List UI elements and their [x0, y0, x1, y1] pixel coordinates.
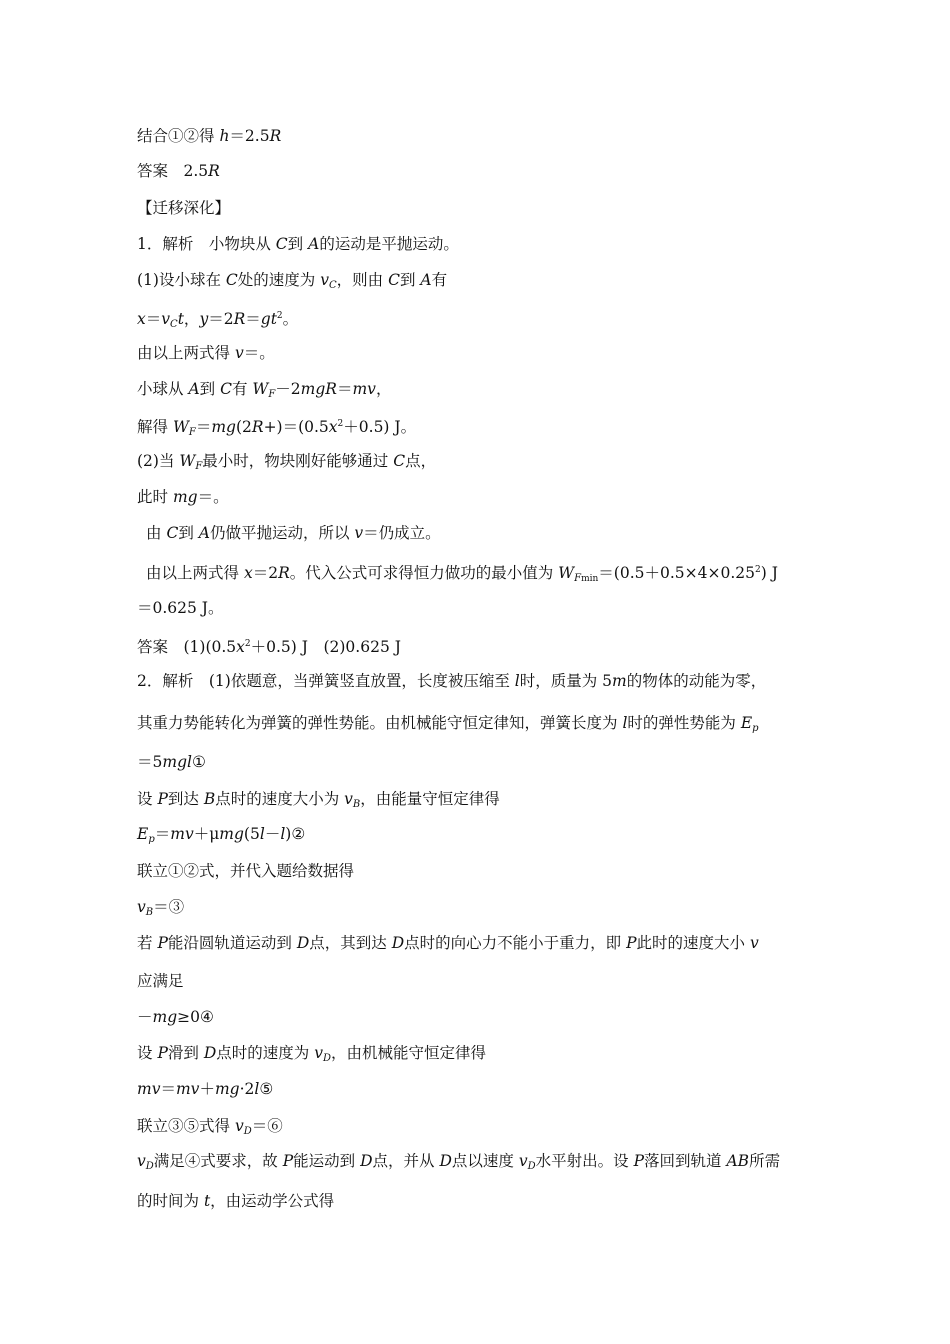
subscript: min: [581, 574, 599, 584]
var: mg: [211, 418, 236, 436]
var: AB: [726, 1152, 750, 1170]
text: 时，质量为 5: [519, 672, 613, 690]
text: 能沿圆轨道运动到: [167, 934, 297, 952]
text: (5: [243, 825, 260, 843]
text: ，: [375, 380, 392, 398]
text: 满足④式要求，故: [153, 1152, 283, 1170]
text-line-7: [137, 342, 827, 364]
subscript: F: [188, 427, 196, 438]
var: v: [137, 898, 146, 916]
var: A: [198, 524, 210, 542]
text: ①: [191, 753, 206, 771]
formula-line-25: [137, 1006, 827, 1028]
text-line-16: [137, 670, 827, 692]
text: 1．解析 小物块从: [137, 235, 276, 253]
var: C: [275, 235, 288, 253]
text: 解得: [137, 418, 173, 436]
text: 此时的速度大小: [636, 934, 750, 952]
var: R: [208, 162, 220, 180]
text: ＝: [336, 380, 353, 398]
text: 点，: [405, 452, 437, 470]
var: v: [344, 790, 353, 808]
text: 处的速度为: [237, 271, 321, 289]
subscript: F: [574, 573, 582, 584]
var: v: [749, 934, 759, 952]
text-line-30: [137, 1190, 827, 1212]
subscript: D: [145, 1161, 154, 1172]
text: ) J: [760, 564, 778, 582]
text: ＝5: [137, 753, 163, 771]
text: ＝(0.5＋0.5×4×0.25: [598, 564, 755, 582]
var: l: [254, 1080, 260, 1098]
var: mg: [214, 1080, 240, 1098]
section-heading: [137, 197, 827, 219]
text-line-1: [137, 125, 827, 147]
var: B: [203, 790, 216, 808]
subscript: F: [195, 461, 203, 472]
var: mgl: [162, 753, 192, 771]
text: 点，其到达: [309, 934, 392, 952]
subscript: p: [752, 723, 759, 734]
text: ，则由: [336, 271, 389, 289]
text-line-23: [137, 932, 827, 954]
var: C: [166, 524, 179, 542]
var: m: [612, 672, 627, 690]
text: ，由运动学公式得: [210, 1192, 335, 1210]
var: mv: [170, 825, 194, 843]
text-line-5: [137, 269, 827, 297]
text: ＝。: [197, 488, 229, 506]
text: ＝: [160, 1080, 176, 1098]
subscript: D: [527, 1161, 536, 1172]
superscript: 2: [337, 419, 344, 429]
text: ＋0.5) J (2)0.625 J: [250, 638, 401, 656]
var: v: [354, 524, 364, 542]
var: R: [278, 564, 290, 582]
text: 有: [431, 271, 448, 289]
formula-line-22: [137, 896, 827, 924]
text: ＝0.625 J。: [137, 599, 224, 617]
var: P: [157, 934, 168, 952]
var: P: [157, 1044, 168, 1062]
var: v: [518, 1152, 528, 1170]
text: 此时: [137, 488, 173, 506]
text: 。代入公式可求得恒力做功的最小值为: [289, 564, 559, 582]
text: (1)设小球在: [137, 271, 226, 289]
var: R: [233, 310, 246, 328]
text: 由以上两式得: [146, 564, 244, 582]
var: x: [243, 564, 253, 582]
text-line-24: [137, 970, 827, 992]
text: 到: [399, 271, 421, 289]
text-line-19: [137, 788, 827, 816]
var: mv: [352, 380, 376, 398]
text: 点时的速度大小为: [215, 790, 345, 808]
var: v: [314, 1044, 323, 1062]
var: P: [626, 934, 637, 952]
var: t: [177, 310, 184, 328]
text: 联立①②式，并代入题给数据得: [137, 862, 355, 880]
var: v: [137, 1152, 146, 1170]
var: A: [188, 380, 200, 398]
text-line-11: [137, 486, 827, 508]
text: 答案 (1)(0.5: [137, 638, 237, 656]
text: (2: [235, 418, 252, 436]
var: W: [252, 380, 269, 398]
subscript: B: [352, 799, 361, 810]
var: t: [203, 1192, 211, 1210]
text: ＝2.5: [229, 127, 270, 145]
text: 仍做平抛运动，所以: [209, 524, 355, 542]
text-line-4: [137, 233, 827, 255]
text-line-17: [137, 712, 827, 740]
text: 。: [282, 310, 299, 328]
var: R: [251, 418, 264, 436]
text: ＋0.5) J。: [343, 418, 417, 436]
text-line-14: [137, 597, 827, 619]
var: W: [179, 452, 196, 470]
text: ＋μ: [193, 825, 220, 843]
var: l: [622, 714, 628, 732]
text: (2)当: [137, 452, 180, 470]
superscript: 2: [244, 639, 251, 649]
text: 到: [178, 524, 199, 542]
text: 水平射出。设: [535, 1152, 634, 1170]
text: ⑤: [259, 1080, 274, 1098]
var: gt: [260, 310, 277, 328]
var: A: [420, 271, 432, 289]
text: 到: [199, 380, 221, 398]
text: 滑到: [167, 1044, 204, 1062]
var: P: [633, 1152, 645, 1170]
var: mv: [175, 1080, 200, 1098]
text: ＝③: [153, 898, 185, 916]
text: ＝2: [252, 564, 279, 582]
text: 时的弹性势能为: [627, 714, 741, 732]
var: E: [740, 714, 753, 732]
text-line-12: [146, 522, 836, 544]
subscript: F: [268, 389, 276, 400]
text: 联立③⑤式得: [137, 1117, 235, 1135]
text: ＝2: [208, 310, 234, 328]
text: ＝: [154, 825, 171, 843]
var: v: [161, 310, 171, 328]
text: 点以速度: [451, 1152, 519, 1170]
text: 能运动到: [293, 1152, 361, 1170]
text-line-10: [137, 450, 827, 478]
text: ＋: [199, 1080, 215, 1098]
var: R: [269, 127, 282, 145]
subscript: C: [170, 319, 178, 330]
var: y: [199, 310, 209, 328]
var: D: [391, 934, 405, 952]
var: C: [225, 271, 238, 289]
text: ，: [183, 310, 200, 328]
text: 的物体的动能为零，: [626, 672, 767, 690]
var: h: [219, 127, 230, 145]
var: l: [259, 825, 265, 843]
formula-line-27: [137, 1078, 827, 1100]
text-line-28: [137, 1115, 827, 1143]
formula-line-20: [137, 823, 827, 851]
text: 落回到轨道: [644, 1152, 727, 1170]
text-line-29: [137, 1150, 827, 1178]
var: D: [296, 934, 310, 952]
superscript: 2: [754, 565, 761, 575]
text: 2．解析 (1)依题意，当弹簧竖直放置，长度被压缩至: [137, 672, 515, 690]
var: C: [388, 271, 400, 289]
var: W: [558, 564, 575, 582]
subscript: C: [328, 280, 337, 291]
text: ＝: [245, 310, 261, 328]
var: D: [360, 1152, 373, 1170]
var: P: [282, 1152, 294, 1170]
var: mg: [152, 1008, 178, 1026]
text: 其重力势能转化为弹簧的弹性势能。由机械能守恒定律知，弹簧长度为: [137, 714, 623, 732]
var: P: [157, 790, 168, 808]
text: ，由机械能守恒定律得: [330, 1044, 486, 1062]
answer-line-1: [137, 160, 827, 182]
text: 应满足: [137, 972, 184, 990]
text-line-26: [137, 1042, 827, 1070]
text-line-9: [137, 413, 827, 444]
subscript: B: [145, 907, 154, 918]
text: 由以上两式得: [137, 344, 235, 362]
subscript: p: [148, 834, 155, 845]
heading-text: 【迁移深化】: [137, 199, 231, 217]
text-line-21: [137, 860, 827, 882]
var: W: [172, 418, 189, 436]
var: D: [439, 1152, 452, 1170]
var: x: [236, 638, 245, 656]
var: mg: [219, 825, 244, 843]
text: ＝仍成立。: [363, 524, 441, 542]
superscript: 2: [276, 311, 283, 321]
text: 有: [231, 380, 253, 398]
text: 点，并从: [372, 1152, 440, 1170]
var: mv: [137, 1080, 161, 1098]
var: C: [393, 452, 406, 470]
text: ＝。: [243, 344, 275, 362]
var: x: [328, 418, 338, 436]
text: ≥0④: [177, 1008, 214, 1026]
var: C: [220, 380, 232, 398]
text: 小球从: [137, 380, 189, 398]
var: v: [234, 344, 244, 362]
text-line-8: [137, 378, 827, 406]
text: 答案 2.5: [137, 162, 209, 180]
text: 到: [287, 235, 309, 253]
text: －: [264, 825, 281, 843]
answer-line-2: [137, 633, 827, 658]
text: －: [137, 1008, 153, 1026]
text: 结合①②得: [137, 127, 220, 145]
subscript: D: [322, 1053, 331, 1064]
text: 到达: [167, 790, 204, 808]
var: mg: [172, 488, 198, 506]
text: 设: [137, 1044, 158, 1062]
var: D: [203, 1044, 217, 1062]
text: 由: [146, 524, 167, 542]
formula-line-6: [137, 305, 827, 336]
text: ＝⑥: [251, 1117, 283, 1135]
var: v: [320, 271, 329, 289]
text: 的时间为: [137, 1192, 204, 1210]
text: 点时的速度为: [216, 1044, 315, 1062]
var: mgR: [300, 380, 337, 398]
text: 最小时，物块刚好能够通过: [202, 452, 394, 470]
text: ＝: [195, 418, 212, 436]
text: ·2: [239, 1080, 255, 1098]
text: ，由能量守恒定律得: [360, 790, 500, 808]
var: v: [234, 1117, 244, 1135]
text: 若: [137, 934, 158, 952]
var: A: [308, 235, 320, 253]
var: l: [280, 825, 286, 843]
var: l: [514, 672, 520, 690]
text: 所需: [749, 1152, 781, 1170]
var: x: [137, 310, 146, 328]
text: ＝: [145, 310, 162, 328]
subscript: D: [243, 1126, 252, 1137]
text: －2: [275, 380, 301, 398]
text: +)＝(0.5: [263, 418, 329, 436]
text: 的运动是平抛运动。: [319, 235, 459, 253]
text-line-13: [146, 559, 836, 590]
text-line-18: [137, 751, 827, 773]
var: E: [137, 825, 149, 843]
text: )②: [285, 825, 306, 843]
text: 点时的向心力不能小于重力，即: [404, 934, 627, 952]
text: 设: [137, 790, 158, 808]
